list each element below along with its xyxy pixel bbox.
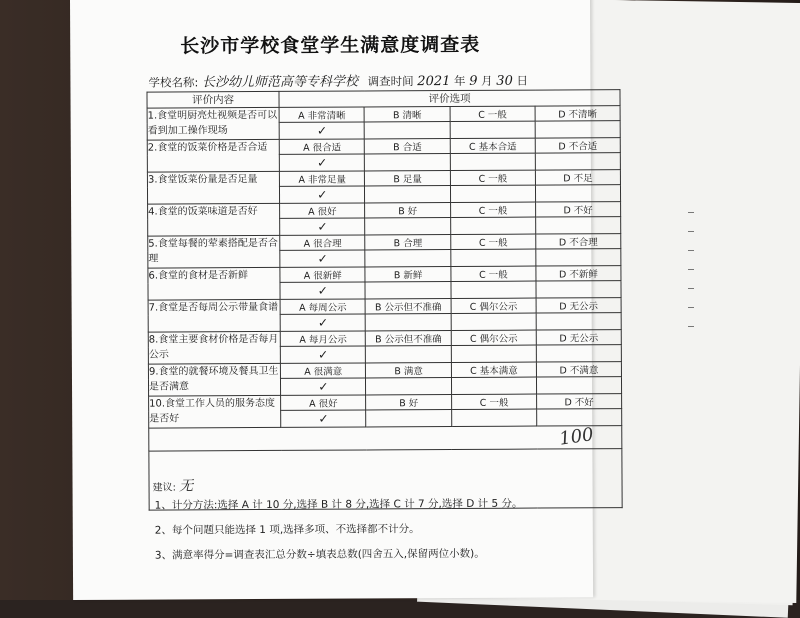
option-label: A 非常清晰 xyxy=(279,107,364,122)
answer-cell[interactable] xyxy=(536,249,621,266)
answer-cell[interactable] xyxy=(536,281,621,298)
question-text: 6.食堂的食材是否新鲜 xyxy=(148,267,280,300)
option-label: C 偶尔公示 xyxy=(451,298,536,313)
school-label: 学校名称: xyxy=(148,75,199,90)
answer-cell[interactable] xyxy=(537,409,622,426)
answer-cell[interactable] xyxy=(281,346,366,363)
answer-cell[interactable] xyxy=(450,185,535,202)
answer-cell[interactable] xyxy=(280,250,365,267)
option-label: A 很合适 xyxy=(279,139,364,154)
answer-cell[interactable] xyxy=(451,249,536,266)
option-label: B 新鲜 xyxy=(365,267,451,282)
answer-cell[interactable] xyxy=(366,314,452,331)
answer-cell[interactable] xyxy=(450,121,535,138)
date-month-unit: 月 xyxy=(481,73,493,88)
option-label: D 不合适 xyxy=(535,138,620,153)
question-text: 8.食堂主要食材价格是否每月公示 xyxy=(148,331,280,364)
option-label: B 满意 xyxy=(366,363,452,378)
option-label: C 基本合适 xyxy=(450,138,535,153)
answer-cell[interactable] xyxy=(536,217,621,234)
option-label: D 不好 xyxy=(536,202,621,217)
question-text: 5.食堂每餐的荤素搭配是否合理 xyxy=(148,235,280,268)
option-label: B 好 xyxy=(366,395,452,410)
school-name: 长沙幼儿师范高等专科学校 xyxy=(201,74,359,91)
survey-title: 长沙市学校食堂学生满意度调查表 xyxy=(180,33,481,58)
answer-cell[interactable] xyxy=(535,153,620,170)
option-label: D 不满意 xyxy=(536,362,621,377)
suggestion-label: 建议: xyxy=(152,482,176,494)
answer-cell[interactable] xyxy=(451,377,536,394)
note-1: 1、计分方法:选择 A 计 10 分,选择 B 计 8 分,选择 C 计 7 分,选择 D 计 5 分。 xyxy=(154,497,523,512)
school-info-line xyxy=(148,70,528,91)
underlying-sheet-ticks xyxy=(688,212,696,362)
answer-cell[interactable] xyxy=(280,314,365,331)
total-score: 100 xyxy=(557,423,595,450)
question-text: 4.食堂的饭菜味道是否好 xyxy=(148,203,280,236)
note-2: 2、每个问题只能选择 1 项,选择多项、不选择都不计分。 xyxy=(154,523,420,537)
answer-cell[interactable] xyxy=(450,153,535,170)
option-label: A 很新鲜 xyxy=(280,267,365,282)
answer-cell[interactable] xyxy=(365,154,451,171)
answer-cell[interactable] xyxy=(536,313,621,330)
check-mark-icon: ✓ xyxy=(317,283,328,298)
answer-cell[interactable] xyxy=(535,121,620,138)
option-label: A 很满意 xyxy=(281,363,366,378)
option-label: B 合适 xyxy=(365,139,451,154)
answer-cell[interactable] xyxy=(365,186,451,203)
check-mark-icon: ✓ xyxy=(318,379,329,394)
answer-cell[interactable] xyxy=(279,122,364,139)
option-label: B 清晰 xyxy=(364,107,450,122)
option-label: B 公示但不准确 xyxy=(366,331,452,346)
answer-cell[interactable] xyxy=(451,313,536,330)
question-text: 2.食堂的饭菜价格是否合适 xyxy=(147,139,279,172)
option-label: D 无公示 xyxy=(536,330,621,345)
option-label: D 无公示 xyxy=(536,298,621,313)
answer-cell[interactable] xyxy=(451,345,536,362)
option-label: D 不合理 xyxy=(536,234,621,249)
option-label: C 一般 xyxy=(451,394,536,409)
option-label: B 好 xyxy=(365,203,451,218)
date-day: 30 xyxy=(496,73,513,89)
option-label: C 基本满意 xyxy=(451,362,536,377)
check-mark-icon: ✓ xyxy=(318,411,329,426)
option-label: A 很合理 xyxy=(280,235,365,250)
answer-cell[interactable] xyxy=(280,186,365,203)
option-label: A 很好 xyxy=(280,203,365,218)
answer-cell[interactable] xyxy=(280,154,365,171)
answer-cell[interactable] xyxy=(280,218,365,235)
note-3: 3、满意率得分=调查表汇总分数÷填表总数(四舍五入,保留两位小数)。 xyxy=(154,547,485,562)
answer-cell[interactable] xyxy=(365,122,451,139)
option-label: C 一般 xyxy=(451,234,536,249)
scoring-notes xyxy=(155,492,523,569)
check-mark-icon: ✓ xyxy=(317,187,328,202)
question-text: 10.食堂工作人员的服务态度是否好 xyxy=(149,395,281,428)
check-mark-icon: ✓ xyxy=(316,123,328,138)
option-label: A 每月公示 xyxy=(280,331,365,346)
answer-cell[interactable] xyxy=(281,410,366,427)
suggestion-value: 无 xyxy=(179,478,194,495)
option-label: A 非常足量 xyxy=(280,171,365,186)
question-text: 9.食堂的就餐环境及餐具卫生是否满意 xyxy=(148,363,280,396)
option-label: C 一般 xyxy=(450,106,535,121)
option-label: B 公示但不准确 xyxy=(365,299,451,314)
header-options: 评价选项 xyxy=(279,90,620,108)
option-label: C 一般 xyxy=(450,170,535,185)
answer-cell[interactable] xyxy=(537,377,622,394)
date-year-unit: 年 xyxy=(454,73,466,88)
date-label: 调查时间 xyxy=(367,74,414,89)
answer-cell[interactable] xyxy=(536,345,621,362)
answer-cell[interactable] xyxy=(280,282,365,299)
option-label: A 每周公示 xyxy=(280,299,365,314)
answer-cell[interactable] xyxy=(452,409,537,426)
option-label: B 足量 xyxy=(365,171,451,186)
option-label: C 偶尔公示 xyxy=(451,330,536,345)
answer-cell[interactable] xyxy=(281,378,366,395)
answer-cell[interactable] xyxy=(365,250,451,267)
option-label: A 很好 xyxy=(281,395,366,410)
date-month: 9 xyxy=(469,73,478,89)
score-row xyxy=(149,426,622,451)
question-text: 1.食堂明厨亮灶视频是否可以看到加工操作现场 xyxy=(147,107,279,140)
date-day-unit: 日 xyxy=(516,73,529,88)
question-text: 7.食堂是否每周公示带量食谱 xyxy=(148,299,280,332)
answer-cell[interactable] xyxy=(536,185,621,202)
check-mark-icon: ✓ xyxy=(317,315,329,330)
survey-sheet xyxy=(70,0,599,600)
check-mark-icon: ✓ xyxy=(317,251,328,266)
answer-cell[interactable] xyxy=(365,282,451,299)
option-label: B 合理 xyxy=(365,235,451,250)
date-year: 2021 xyxy=(417,74,451,90)
answer-cell[interactable] xyxy=(451,217,536,234)
survey-table xyxy=(146,89,622,510)
check-mark-icon: ✓ xyxy=(318,347,329,362)
option-label: D 不足 xyxy=(535,170,620,185)
check-mark-icon: ✓ xyxy=(317,155,328,170)
option-label: D 不好 xyxy=(537,394,622,409)
answer-cell[interactable] xyxy=(366,346,452,363)
option-label: D 不清晰 xyxy=(535,106,620,121)
check-mark-icon: ✓ xyxy=(317,219,328,234)
header-content: 评价内容 xyxy=(147,91,279,108)
option-label: D 不新鲜 xyxy=(536,266,621,281)
question-text: 3.食堂饭菜份量是否足量 xyxy=(147,171,279,204)
answer-cell[interactable] xyxy=(365,218,451,235)
option-label: C 一般 xyxy=(451,266,536,281)
answer-cell[interactable] xyxy=(366,410,452,427)
answer-cell[interactable] xyxy=(366,378,452,395)
answer-cell[interactable] xyxy=(451,281,536,298)
option-label: C 一般 xyxy=(450,202,535,217)
